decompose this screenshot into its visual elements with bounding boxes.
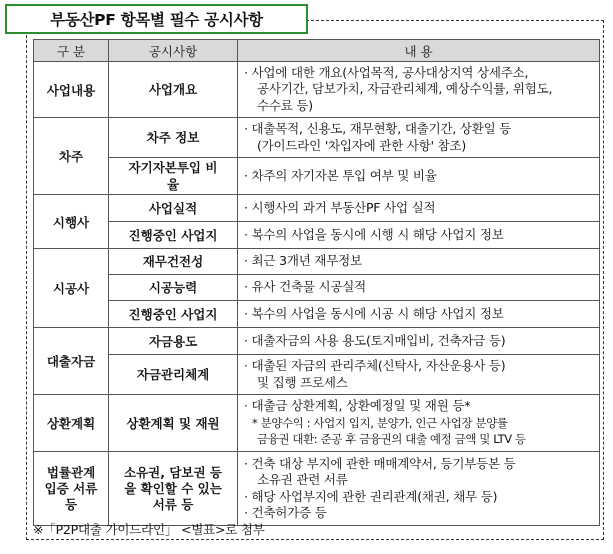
table-header-row: [34, 40, 600, 62]
content-cell: [238, 158, 600, 195]
content-line: · 건축허가증 등: [244, 505, 327, 520]
item-cell: 사업개요: [109, 62, 238, 118]
item-label: 자기자본투입 비율: [128, 160, 218, 192]
item-cell: 재무건전성: [109, 249, 238, 275]
content-line: 공사기간, 담보가치, 자금관리체계, 예상수익률, 위험도,: [257, 81, 553, 97]
category-cell: 대출자금: [34, 328, 109, 395]
content-line: · 복수의 사업을 동시에 시공 시 해당 사업지 정보: [244, 305, 504, 321]
item-cell: 자금용도: [109, 328, 238, 355]
item-cell: 시공능력: [109, 275, 238, 301]
category-cell: 상환계획: [34, 395, 109, 452]
item-cell: 차주 정보: [109, 118, 238, 158]
content-line: 금융권 대환: 준공 후 금융권의 대출 예정 금액 및 LTV 등: [257, 432, 526, 447]
content-line: · 최근 3개년 재무정보: [244, 253, 362, 269]
content-line: · 건축 대상 부지에 관한 매매계약서, 등기부등본 등: [244, 455, 516, 471]
content-cell: [238, 118, 600, 158]
content-line: · 해당 사업부지에 관한 권리관계(채권, 채무 등): [244, 488, 498, 504]
table-row: [34, 355, 600, 395]
table-row: [34, 328, 600, 355]
item-cell: [109, 452, 238, 526]
content-line: · 유사 건축물 시공실적: [244, 279, 366, 295]
item-cell: 상환계획 및 재원: [109, 395, 238, 452]
item-cell: [109, 158, 238, 195]
content-cell: [238, 395, 600, 452]
content-line: * 분양수익 : 사업지 입지, 분양가, 인근 사업장 분양률: [252, 415, 508, 430]
table-row: [34, 195, 600, 222]
item-cell: 진행중인 사업지: [109, 222, 238, 249]
content-line: · 대출목적, 신용도, 재무현황, 대출기간, 상환일 등: [244, 121, 512, 136]
table-row: [34, 158, 600, 195]
content-line: 및 집행 프로세스: [257, 374, 348, 390]
content-cell: [238, 355, 600, 395]
header-item: 공시사항: [109, 40, 238, 62]
content-line: · 대출자금의 사용 용도(토지매입비, 건축자금 등): [244, 332, 506, 348]
content-line: · 대출된 자금의 관리주체(신탁사, 자산운용사 등): [244, 358, 506, 373]
content-cell: [238, 452, 600, 526]
content-line: · 차주의 자기자본 투입 여부 및 비율: [244, 167, 437, 183]
content-line: · 사업에 대한 개요(사업목적, 공사대상지역 상세주소,: [244, 64, 529, 80]
table-row: [34, 452, 600, 526]
table-row: [34, 395, 600, 452]
category-cell: 시행사: [34, 195, 109, 249]
item-cell: 자금관리체계: [109, 355, 238, 395]
category-cell: 시공사: [34, 249, 109, 328]
footnote: ※「P2P대출 가이드라인」 <별표>로 첨부: [33, 522, 265, 537]
content-line: · 대출금 상환계획, 상환예정일 및 재원 등*: [244, 398, 471, 414]
content-cell: [238, 62, 600, 118]
category-cell: 사업내용: [34, 62, 109, 118]
header-category: 구 분: [34, 40, 109, 62]
table-row: [34, 249, 600, 275]
content-cell: [238, 275, 600, 301]
table-row: [34, 118, 600, 158]
table-row: [34, 275, 600, 301]
content-cell: [238, 195, 600, 222]
content-line: · 시행사의 과거 부동산PF 사업 실적: [244, 199, 436, 215]
content-line: · 복수의 사업을 동시에 시행 시 해당 사업지 정보: [244, 226, 504, 242]
item-cell: 사업실적: [109, 195, 238, 222]
header-content: 내 용: [238, 40, 600, 62]
content-cell: [238, 301, 600, 328]
content-line: (가이드라인 '차입자에 관한 사항' 참조): [257, 137, 467, 153]
content-cell: [238, 222, 600, 249]
content-cell: [238, 328, 600, 355]
category-cell: [34, 452, 109, 526]
item-cell: 진행중인 사업지: [109, 301, 238, 328]
table-row: [34, 222, 600, 249]
category-cell: 차주: [34, 118, 109, 195]
content-cell: [238, 249, 600, 275]
page-title: 부동산PF 항목별 필수 공시사항: [5, 4, 308, 34]
table-row: [34, 62, 600, 118]
disclosure-table: [33, 39, 600, 526]
content-line: 소유권 관련 서류: [257, 472, 348, 487]
category-label: 법률관계 입증 서류 등: [44, 464, 98, 512]
item-label: 소유권, 담보권 등을 확인할 수 있는 서류 등: [124, 464, 222, 512]
content-line: 수수료 등): [257, 97, 313, 113]
table-row: [34, 301, 600, 328]
